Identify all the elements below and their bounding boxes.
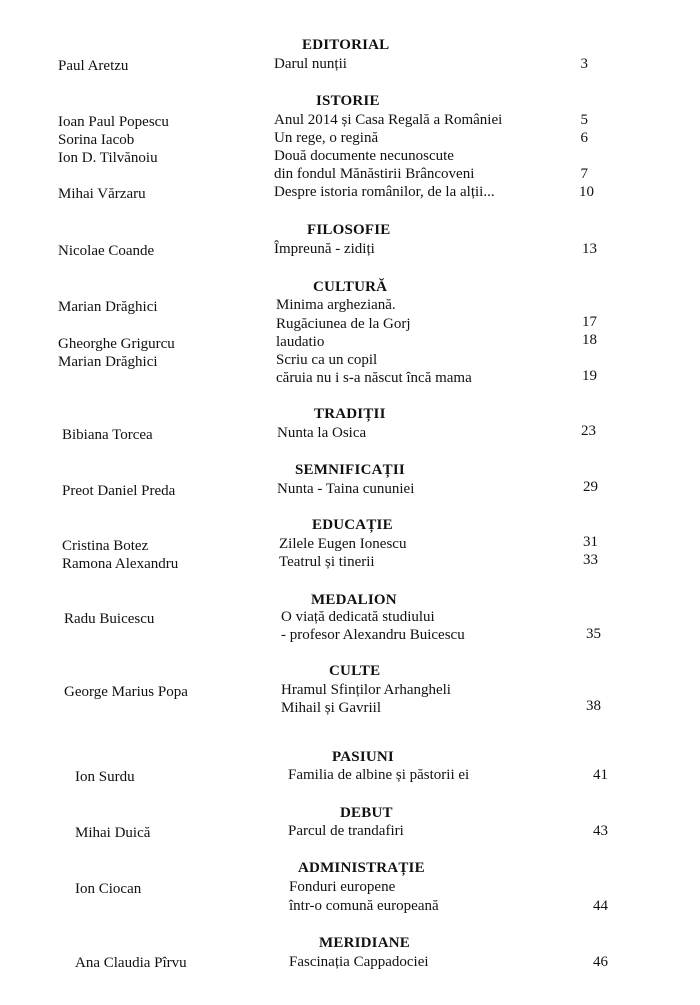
section-heading: ADMINISTRAȚIE [298, 860, 425, 876]
section-heading: TRADIȚII [314, 406, 386, 422]
author: Ion Ciocan [75, 881, 142, 897]
article-title: O viață dedicată studiului [281, 609, 435, 625]
author: Mihai Vărzaru [58, 186, 146, 202]
section-heading: MERIDIANE [319, 935, 410, 951]
page-number: 38 [586, 698, 601, 714]
page-number: 41 [593, 767, 608, 783]
article-title: Anul 2014 și Casa Regală a României [274, 112, 503, 128]
article-title: Familia de albine și păstorii ei [288, 767, 470, 783]
article-title: Rugăciunea de la Gorj [276, 316, 411, 332]
page-number: 46 [593, 954, 608, 970]
article-title: Scriu ca un copil [276, 352, 378, 368]
page-number: 5 [580, 112, 588, 128]
article-title: Mihail și Gavriil [281, 700, 381, 716]
article-title: Fascinația Cappadociei [289, 954, 429, 970]
page-number: 29 [583, 479, 598, 495]
author: Marian Drăghici [58, 299, 158, 315]
section-heading: EDUCAȚIE [312, 517, 393, 533]
author: Ioan Paul Popescu [58, 114, 169, 130]
article-title: într-o comună europeană [289, 898, 439, 914]
section-heading: CULTE [329, 663, 381, 679]
section-heading: MEDALION [311, 592, 397, 608]
author: Bibiana Torcea [62, 427, 153, 443]
article-title: Nunta - Taina cununiei [277, 481, 415, 497]
article-title: Hramul Sfinților Arhangheli [281, 682, 451, 698]
author: Gheorghe Grigurcu [58, 336, 175, 352]
page-number: 10 [579, 184, 594, 200]
section-heading: DEBUT [340, 805, 393, 821]
author: Sorina Iacob [58, 132, 135, 148]
article-title: Împreună - zidiți [274, 241, 375, 257]
article-title: Teatrul și tinerii [279, 554, 375, 570]
page-number: 7 [580, 166, 588, 182]
article-title: laudatio [276, 334, 325, 350]
article-title: Un rege, o regină [274, 130, 379, 146]
page-number: 43 [593, 823, 608, 839]
section-heading: CULTURĂ [313, 279, 388, 295]
page-number: 17 [582, 314, 597, 330]
article-title: Parcul de trandafiri [288, 823, 404, 839]
page-number: 19 [582, 368, 597, 384]
author: Ramona Alexandru [62, 556, 179, 572]
section-heading: EDITORIAL [302, 37, 390, 53]
article-title: Despre istoria românilor, de la alții... [274, 184, 495, 200]
article-title: căruia nu i s-a născut încă mama [276, 370, 472, 386]
author: Ion D. Tilvănoiu [58, 150, 158, 166]
section-heading: FILOSOFIE [307, 222, 391, 238]
article-title: Darul nunții [274, 56, 347, 72]
author: Radu Buicescu [64, 611, 155, 627]
page-number: 18 [582, 332, 597, 348]
page-number: 33 [583, 552, 598, 568]
author: Preot Daniel Preda [62, 483, 176, 499]
page-number: 23 [581, 423, 596, 439]
author: Ana Claudia Pîrvu [75, 955, 187, 971]
section-heading: PASIUNI [332, 749, 394, 765]
author: Paul Aretzu [58, 58, 129, 74]
article-title: Două documente necunoscute [274, 148, 454, 164]
article-title: din fondul Mănăstirii Brâncoveni [274, 166, 475, 182]
page-number: 6 [580, 130, 588, 146]
section-heading: ISTORIE [316, 93, 380, 109]
author: Mihai Duică [75, 825, 151, 841]
page-number: 3 [580, 56, 588, 72]
article-title: Nunta la Osica [277, 425, 367, 441]
page-number: 31 [583, 534, 598, 550]
page-number: 44 [593, 898, 608, 914]
author: George Marius Popa [64, 684, 188, 700]
section-heading: SEMNIFICAȚII [295, 462, 405, 478]
article-title: Zilele Eugen Ionescu [279, 536, 407, 552]
author: Cristina Botez [62, 538, 149, 554]
author: Marian Drăghici [58, 354, 158, 370]
article-title: Minima argheziană. [276, 297, 396, 313]
article-title: Fonduri europene [289, 879, 396, 895]
author: Nicolae Coande [58, 243, 155, 259]
author: Ion Surdu [75, 769, 135, 785]
page-number: 13 [582, 241, 597, 257]
article-title: - profesor Alexandru Buicescu [281, 627, 465, 643]
page-number: 35 [586, 626, 601, 642]
